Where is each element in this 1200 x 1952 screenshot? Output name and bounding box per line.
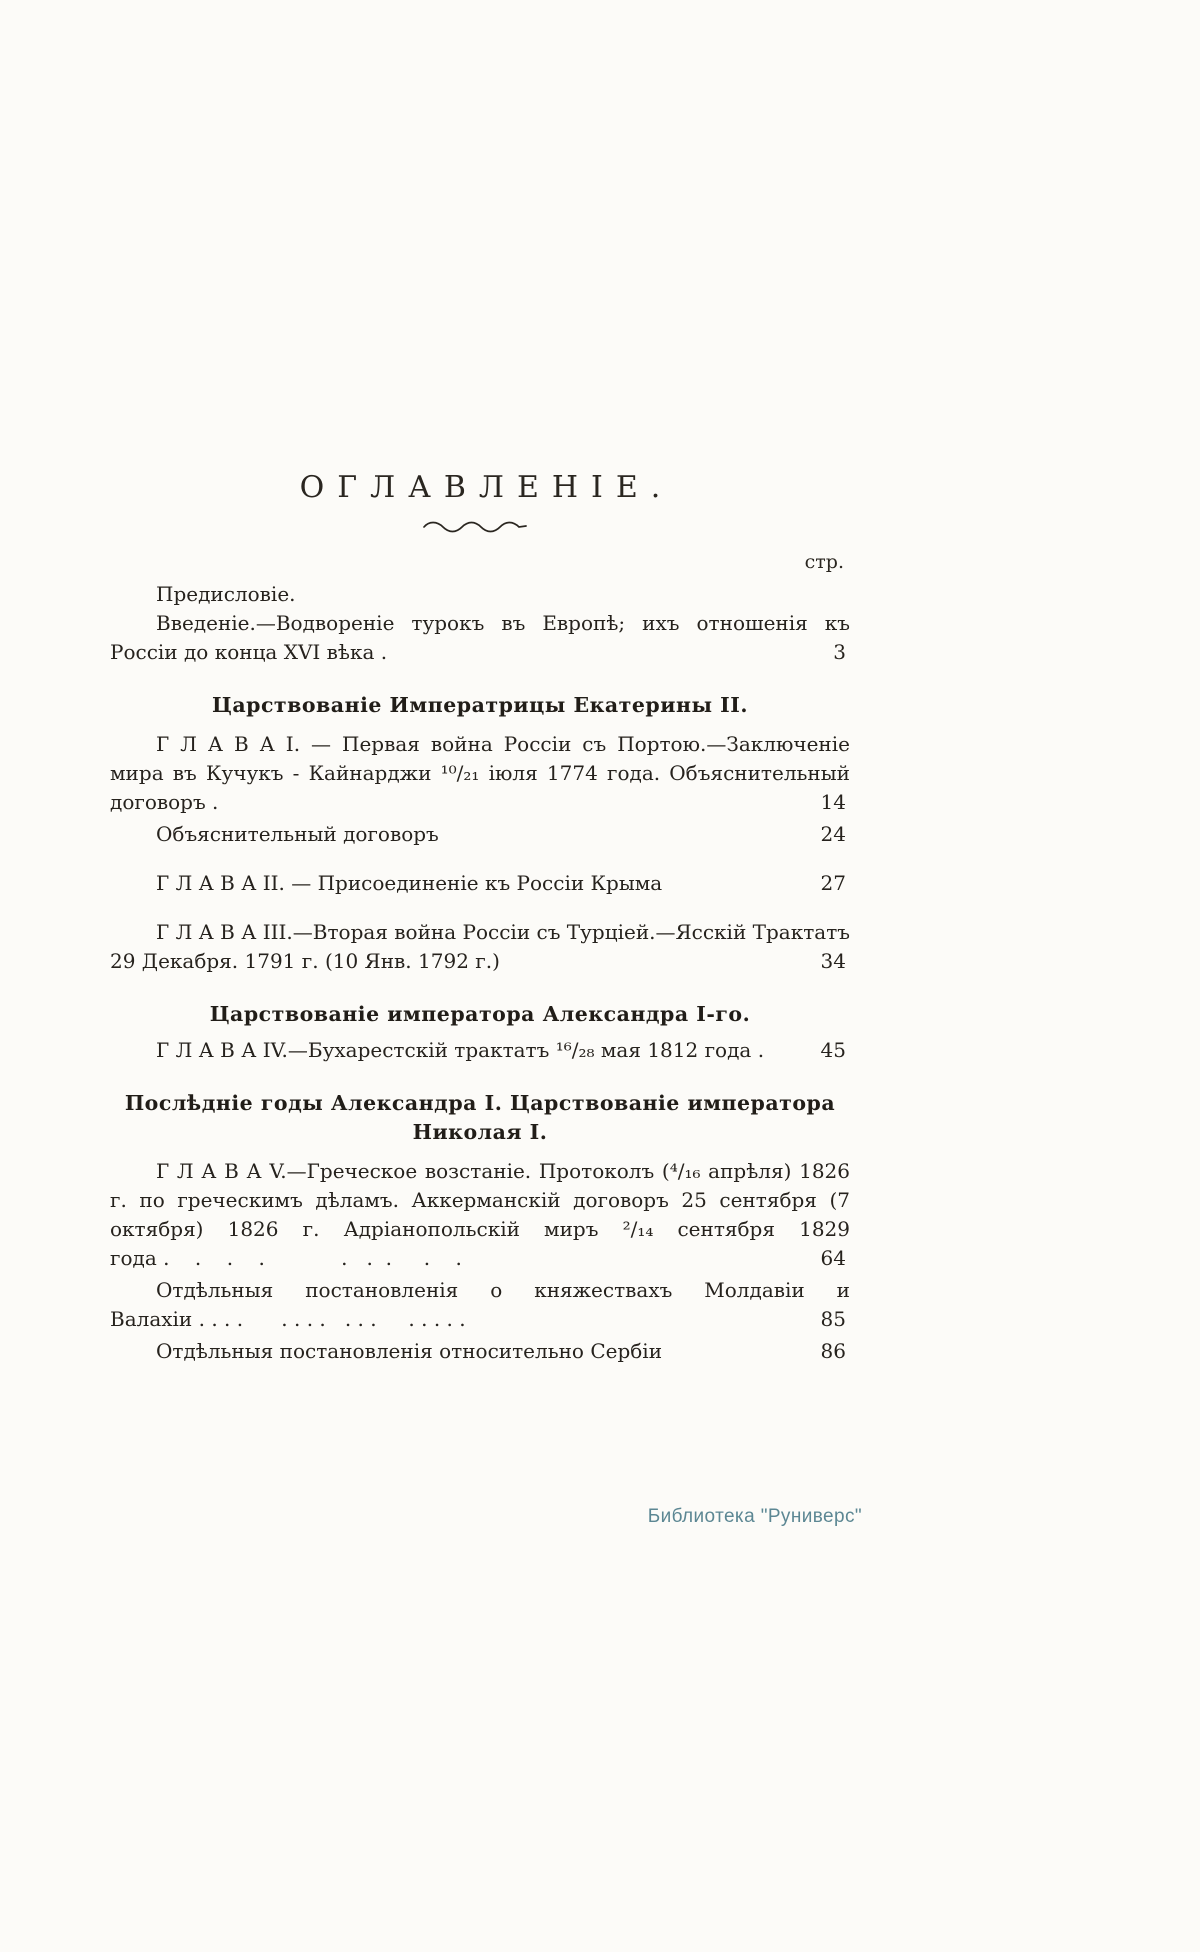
toc-entry-moldavia-wallachia: [110, 1276, 850, 1334]
entry-text: Объяснительный договоръ: [156, 822, 439, 846]
entry-text: Г Л А В А V.—Греческое возстаніе. Протоколъ (⁴/₁₆ апрѣля) 1826 г. по греческимъ дѣламъ. Аккерманскій договоръ 25 сентября (7 октября) 1826 г. Адріанопольскій миръ ²/₁₄ сентября 1829 года . . . . . . . . .: [110, 1159, 850, 1270]
entry-page-number: 27: [820, 871, 846, 895]
entry-text: Г Л А В А II. — Присоединеніе къ Россіи Крыма: [156, 871, 663, 895]
section-heading: Царствованіе императора Александра I-го.: [209, 1002, 751, 1026]
section-heading: Послѣдніе годы Александра I. Царствованіе императора Николая I.: [124, 1091, 836, 1144]
toc-entry-preface: [110, 580, 850, 609]
toc-section-nicholas-i: [110, 1089, 850, 1366]
toc-entry-chapter-3: [110, 918, 850, 976]
entry-page-number: 24: [820, 822, 846, 846]
section-heading: Царствованіе Императрицы Екатерины II.: [212, 693, 748, 717]
entry-page-number: 85: [820, 1307, 846, 1331]
squiggle-icon: [420, 519, 540, 533]
page-title: ОГЛАВЛЕНІЕ.: [299, 470, 674, 505]
entry-page-number: 86: [820, 1339, 846, 1363]
entry-text: Г Л А В А IV.—Бухарестскій трактатъ ¹⁶/₂₈ мая 1812 года .: [156, 1038, 765, 1062]
toc-section-catherine-ii: [110, 691, 850, 976]
toc-entry-chapter-4: [110, 1036, 850, 1065]
toc-entry-chapter-5: [110, 1157, 850, 1273]
entry-page-number: 3: [833, 640, 846, 664]
toc-entry-explanatory-treaty: [110, 820, 850, 849]
toc-entry-introduction: [110, 609, 850, 667]
entry-page-number: 64: [820, 1246, 846, 1270]
entry-text: Отдѣльныя постановленія о княжествахъ Молдавіи и Валахіи . . . . . . . . . . . . . . . .: [110, 1278, 850, 1331]
entry-page-number: 45: [820, 1038, 846, 1062]
entry-text: Отдѣльныя постановленія относительно Сербіи: [156, 1339, 663, 1363]
toc-entry-chapter-1: [110, 730, 850, 817]
toc-section-alexander-i: [110, 1000, 850, 1065]
library-watermark: Библиотека "Руниверс": [647, 1506, 862, 1527]
toc-entry-serbia: [110, 1337, 850, 1366]
entry-text: Г Л А В А I. — Первая война Россіи съ Портою.—Заключеніе мира въ Кучукъ - Кайнарджи ¹⁰/₂₁ іюля 1774 года. Объяснительный договоръ .: [110, 732, 850, 814]
entry-text: Г Л А В А III.—Вторая война Россіи съ Турціей.—Ясскій Трактатъ 29 Декабря. 1791 г. (10 Янв. 1792 г.): [110, 920, 850, 973]
toc-section-front-matter: [110, 580, 850, 667]
entry-text: Введеніе.—Водвореніе турокъ въ Европѣ; ихъ отношенія къ Россіи до конца XVI вѣка .: [110, 611, 850, 664]
toc-entry-chapter-2: [110, 869, 850, 898]
entry-text: Предисловіе.: [156, 582, 296, 606]
squiggle-ornament: [110, 518, 850, 536]
page-column-header: стр.: [804, 551, 844, 573]
entry-page-number: 34: [820, 949, 846, 973]
entry-page-number: 14: [820, 790, 846, 814]
toc-content: [110, 468, 850, 1366]
